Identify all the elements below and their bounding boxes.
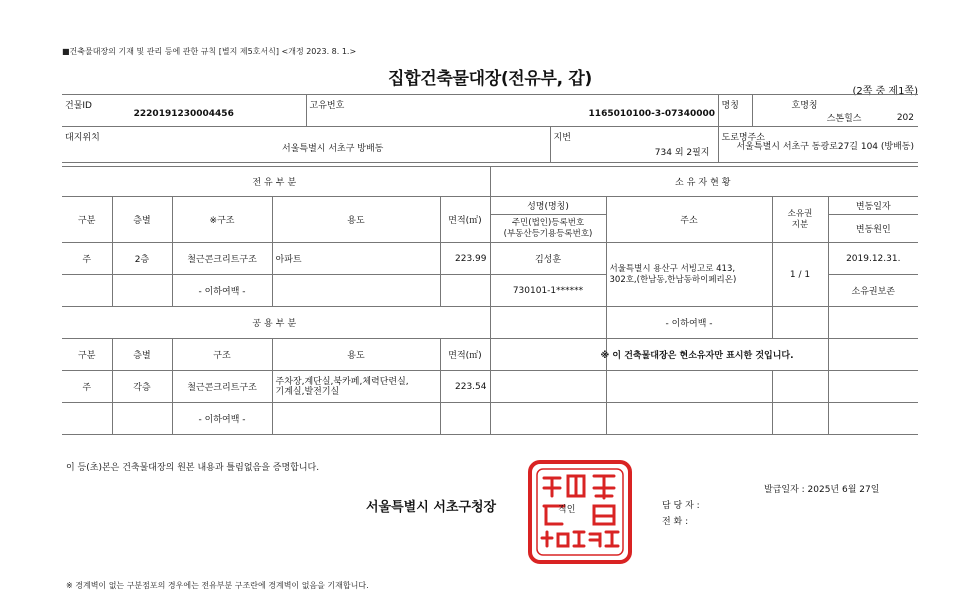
unique-no-cell	[306, 95, 715, 127]
exclusive-row-type: 주	[62, 243, 112, 275]
owner-name: 김성훈	[490, 243, 606, 275]
common-row-type: 주	[62, 371, 112, 403]
staff-label: 담 당 자 :	[662, 501, 700, 511]
exclusive-row-structure: 철근콘크리트구조	[172, 243, 272, 275]
common-blank-marker: - 이하여백 -	[172, 403, 272, 435]
exclusive-row-use: 아파트	[272, 243, 440, 275]
building-id-label: 건물ID	[65, 101, 92, 111]
common-col-floor: 층별	[112, 339, 172, 371]
col-owner-name: 성명(명칭)	[490, 197, 606, 215]
issue-date: 발급일자 : 2025년 6월 27일	[764, 485, 880, 495]
owner-id: 730101-1******	[490, 275, 606, 307]
law-reference: ■건축물대장의 기재 및 관리 등에 관한 규칙 [별지 제5호서식] <개정 2023. 8. 1.>	[62, 47, 357, 56]
col-floor: 층별	[112, 197, 172, 243]
col-change-reason: 변동원인	[828, 215, 918, 243]
common-row-area: 223.54	[440, 371, 490, 403]
lot-cell	[550, 127, 718, 163]
common-row-use: 주차장,계단실,북카페,체력단련실, 기계실,발전기실	[272, 371, 440, 403]
col-area: 면적(㎡)	[440, 197, 490, 243]
road-cell	[718, 127, 918, 163]
exclusive-blank-marker: - 이하여백 -	[172, 275, 272, 307]
seal-label: 직인	[558, 505, 576, 515]
owner-section-header: 소유자현황	[490, 167, 918, 197]
col-share: 소유권 지분	[772, 197, 828, 243]
unit-value: 202	[896, 113, 914, 123]
common-col-type: 구분	[62, 339, 112, 371]
site-value: 서울특별시 서초구 방배동	[282, 144, 384, 154]
owner-change-date: 2019.12.31.	[828, 243, 918, 275]
exclusive-section-header: 전유부분	[62, 167, 490, 197]
building-id-cell	[62, 95, 306, 127]
unique-no-value: 1165010100-3-07340000	[588, 109, 715, 119]
name-label: 명칭	[721, 101, 739, 111]
unit-cell	[752, 95, 918, 127]
issuing-office: 서울특별시 서초구청장	[366, 500, 497, 515]
building-info-table	[62, 94, 918, 163]
common-section-header: 공용부분	[62, 307, 490, 339]
unique-no-label: 고유번호	[309, 101, 345, 111]
col-use: 용도	[272, 197, 440, 243]
col-owner-id: 주민(법인)등록번호 (부동산등기용등록번호)	[490, 215, 606, 243]
building-id-value: 2220191230004456	[133, 109, 234, 119]
site-label: 대지위치	[65, 133, 100, 143]
owner-blank-marker: - 이하여백 -	[606, 307, 772, 339]
common-row-structure: 철근콘크리트구조	[172, 371, 272, 403]
road-label: 도로명주소	[721, 133, 765, 143]
footnote: ※ 경계벽이 없는 구분점포의 경우에는 전유부분 구조란에 경계벽이 없음을 기재합니다.	[66, 581, 369, 590]
phone-label: 전 화 :	[662, 517, 689, 527]
common-row-floor: 각층	[112, 371, 172, 403]
owner-address: 서울특별시 용산구 서빙고로 413, 302호,(한남동,한남동하이페리온)	[606, 243, 772, 307]
exclusive-row-floor: 2층	[112, 243, 172, 275]
col-structure: ※구조	[172, 197, 272, 243]
lot-value: 734 외 2필지	[654, 148, 710, 158]
common-col-area: 면적(㎡)	[440, 339, 490, 371]
col-address: 주소	[606, 197, 772, 243]
col-type: 구분	[62, 197, 112, 243]
unit-label: 호명칭	[791, 101, 818, 111]
site-cell	[62, 127, 550, 163]
certification-statement: 이 등(초)본은 건축물대장의 원본 내용과 틀림없음을 증명합니다.	[66, 463, 320, 473]
owner-notice: ※ 이 건축물대장은 현소유자만 표시한 것입니다.	[600, 351, 794, 361]
owner-share: 1 / 1	[772, 243, 828, 307]
document-title: 집합건축물대장(전유부, 갑)	[387, 69, 593, 89]
road-value: 서울특별시 서초구 동광로27길 104 (방배동)	[736, 142, 914, 152]
main-register-table	[62, 166, 918, 435]
owner-notice-cell	[600, 339, 828, 371]
common-col-structure: 구조	[172, 339, 272, 371]
exclusive-row-area: 223.99	[440, 243, 490, 275]
lot-label: 지번	[553, 133, 571, 143]
owner-change-reason: 소유권보존	[828, 275, 918, 307]
common-col-use: 용도	[272, 339, 440, 371]
staff-info	[662, 498, 700, 530]
official-seal-icon	[528, 460, 632, 564]
col-change-date: 변동일자	[828, 197, 918, 215]
name-value: 스톤힐스	[826, 114, 862, 124]
page-number: (2쪽 중 제1쪽)	[852, 86, 918, 97]
